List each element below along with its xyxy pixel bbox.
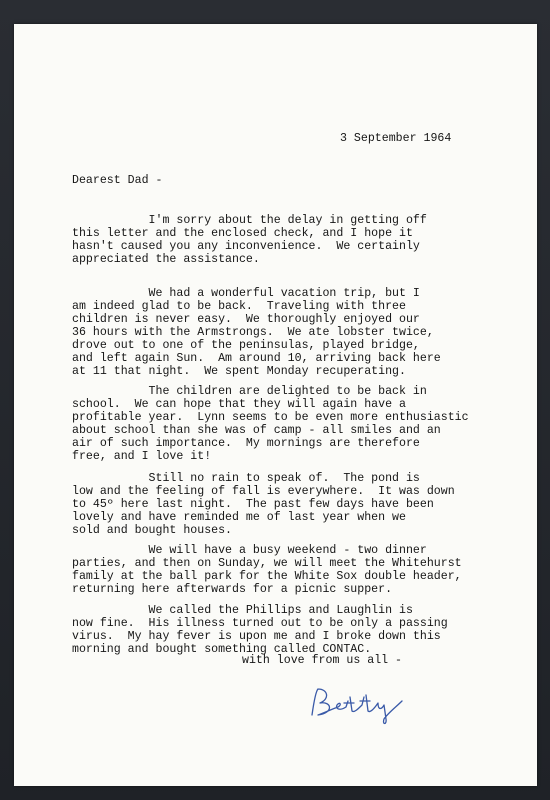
letter-paragraph-4: Still no rain to speak of. The pond is low and the feeling of fall is everywhere. It was down to 45º here last night. The past few days have been lovely and have reminded me of last year when we sold and bought houses. <box>72 472 455 537</box>
letter-paragraph-1: I'm sorry about the delay in getting off this letter and the enclosed check, and I hope it hasn't caused you any inconvenience. We certainly appreciated the assistance. <box>72 214 427 266</box>
letter-paragraph-5: We will have a busy weekend - two dinner parties, and then on Sunday, we will meet the Whitehurst family at the ball park for the White Sox double header, returning here afterwards for a picnic supper. <box>72 544 462 596</box>
letter-closing: with love from us all - <box>242 654 403 667</box>
letter-date: 3 September 1964 <box>340 132 452 145</box>
letter-paragraph-3: The children are delighted to be back in school. We can hope that they will again have a profitable year. Lynn seems to be even more enthusiastic about school than she was of camp - all smiles and an air of such importance. My mornings are therefore free, and I love it! <box>72 385 469 463</box>
letter-paragraph-6: We called the Phillips and Laughlin is now fine. His illness turned out to be only a passing virus. My hay fever is upon me and I broke down this morning and bought something called CONTAC. <box>72 604 448 656</box>
letter-paragraph-2: We had a wonderful vacation trip, but I am indeed glad to be back. Traveling with three children is never easy. We thoroughly enjoyed our 36 hours with the Armstrongs. We ate lobster twice, drove out to one of the peninsulas, played bridge, and left again Sun. Am around 10, arriving back here at 11 that night. We spent Monday recuperating. <box>72 287 441 378</box>
letter-salutation: Dearest Dad - <box>72 174 163 187</box>
letter-page <box>14 24 537 786</box>
handwritten-signature <box>304 679 414 729</box>
